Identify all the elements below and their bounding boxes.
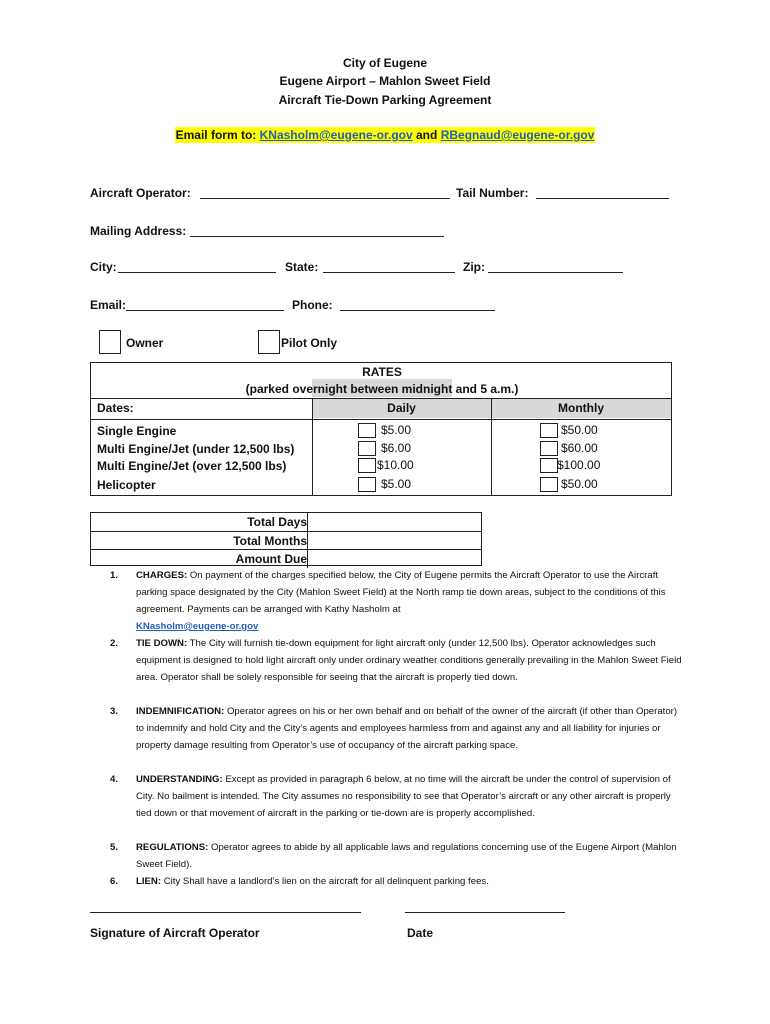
total-days-input[interactable] [307,513,481,531]
term-text: Except as provided in paragraph 6 below, at no time will the aircraft be under the control of supervision of City. No bailment is intended. The City assumes no responsibility to see that Operator’s aircraft or any other aircraft is properly tied down or that movement of aircraft in the parking or tie-down are is properly accomplished. [136,774,671,819]
amount-due-label: Amount Due [235,552,307,566]
operator-signature-line[interactable] [90,912,361,913]
total-days-label: Total Days [247,515,307,529]
monthly-rate: $100.00 [557,458,601,472]
total-months-label: Total Months [233,534,307,548]
rates-subtitle: (parked overnight between midnight and 5 a.m.) [245,382,519,396]
owner-label: Owner [126,336,164,350]
phone-label: Phone: [292,298,333,312]
term-text: Operator agrees on his or her own behalf and on behalf of the owner of the aircraft (if other than Operator) to indemnify and hold City and the City’s agents and employees harmless from and against any and all liability for injuries or property damage resulting from Operator’s use of occupancy of the aircraft parking space. [136,706,678,751]
monthly-checkbox-helicopter[interactable] [540,477,558,492]
term-understanding [110,771,685,839]
city-field[interactable] [118,260,276,273]
totals-table [90,512,482,566]
email-prefix: Email form to: [175,128,260,142]
rate-row-label: Helicopter [97,478,156,492]
rates-table [90,362,672,496]
aircraft-operator-label: Aircraft Operator: [90,186,191,200]
amount-due-input[interactable] [307,550,481,568]
operator-signature-label: Signature of Aircraft Operator [90,926,260,940]
owner-checkbox[interactable] [99,330,121,354]
daily-checkbox-multi-under[interactable] [358,441,376,456]
term-regulations [110,839,685,873]
term-text: On payment of the charges specified below, the City of Eugene permits the Aircraft Operator to use the Aircraft parking space designated by the City (Mahlon Sweet Field) at the North ramp tie down areas, subject to the conditions of this agreement. Payments can be arranged with Kathy Nasholm at [136,570,666,615]
aircraft-operator-field[interactable] [200,186,450,199]
term-title: TIE DOWN: [136,638,188,649]
email-link-knasholm[interactable]: KNasholm@eugene-or.gov [259,128,413,142]
term-title: INDEMNIFICATION: [136,706,225,717]
term-text: Operator agrees to abide by all applicable laws and regulations concerning use of the Eugene Airport (Mahlon Sweet Field). [136,842,677,870]
date-signature-line[interactable] [405,912,565,913]
term-charges [110,567,685,637]
term-tie-down [110,635,685,703]
daily-checkbox-single-engine[interactable] [358,423,376,438]
zip-label: Zip: [463,260,485,274]
mailing-address-field[interactable] [190,224,444,237]
state-label: State: [285,260,319,274]
rates-divider-top [91,398,671,399]
daily-rate: $5.00 [381,477,412,491]
term-number: 5. [110,842,119,853]
term-number: 2. [110,638,119,649]
total-days-row [91,513,481,531]
state-field[interactable] [323,260,455,273]
daily-rate: $6.00 [381,441,412,455]
term-indemnification [110,703,685,771]
pilot-only-label: Pilot Only [281,336,338,350]
term-title: LIEN: [136,876,162,887]
monthly-rate: $50.00 [561,477,598,491]
page-title: Aircraft Tie-Down Parking Agreement [278,93,492,107]
phone-field[interactable] [340,298,495,311]
dates-label: Dates: [97,401,134,415]
city-label: City: [90,260,117,274]
daily-rate: $5.00 [381,423,412,437]
total-months-row [91,531,481,550]
term-number: 3. [110,706,119,717]
term-email-link[interactable]: KNasholm@eugene-or.gov [136,621,259,632]
term-title: CHARGES: [136,570,188,581]
term-text: City Shall have a landlord’s lien on the aircraft for all delinquent parking fees. [161,876,489,887]
rate-row-label: Multi Engine/Jet (over 12,500 lbs) [97,459,287,473]
monthly-header: Monthly [558,401,604,415]
daily-checkbox-helicopter[interactable] [358,477,376,492]
amount-due-row [91,549,481,568]
rates-divider-header [91,419,671,420]
term-number: 1. [110,570,119,581]
date-label: Date [407,926,434,940]
rates-title: RATES [362,365,402,379]
rate-row-label: Single Engine [97,424,177,438]
email-joiner: and [412,128,441,142]
email-instructions [0,128,770,142]
tail-number-label: Tail Number: [456,186,529,200]
term-number: 4. [110,774,119,785]
monthly-rate: $60.00 [561,441,598,455]
header-airport: Eugene Airport – Mahlon Sweet Field [279,74,491,88]
monthly-checkbox-multi-under[interactable] [540,441,558,456]
monthly-checkbox-single-engine[interactable] [540,423,558,438]
pilot-only-checkbox[interactable] [258,330,280,354]
term-title: UNDERSTANDING: [136,774,223,785]
header-city: City of Eugene [342,56,427,70]
mailing-address-label: Mailing Address: [90,224,187,238]
daily-rate: $10.00 [377,458,414,472]
term-number: 6. [110,876,119,887]
daily-checkbox-multi-over[interactable] [358,458,376,473]
term-text: The City will furnish tie-down equipment for light aircraft only (under 12,500 lbs). Operator acknowledges such equipment is designed to hold light aircraft only under ordinary weather conditions generally prevailing in the Mahlon Sweet Field area. Operator shall be solely responsible for seeing that the aircraft is properly tied down. [136,638,682,683]
daily-header: Daily [387,401,416,415]
email-field[interactable] [126,298,284,311]
email-label: Email: [90,298,127,312]
term-lien [110,873,685,890]
email-link-rbegnaud[interactable]: RBegnaud@eugene-or.gov [440,128,595,142]
tail-number-field[interactable] [536,186,669,199]
zip-field[interactable] [488,260,623,273]
total-months-input[interactable] [307,532,481,550]
monthly-checkbox-multi-over[interactable] [540,458,558,473]
term-title: REGULATIONS: [136,842,209,853]
monthly-rate: $50.00 [561,423,598,437]
rate-row-label: Multi Engine/Jet (under 12,500 lbs) [97,442,295,456]
